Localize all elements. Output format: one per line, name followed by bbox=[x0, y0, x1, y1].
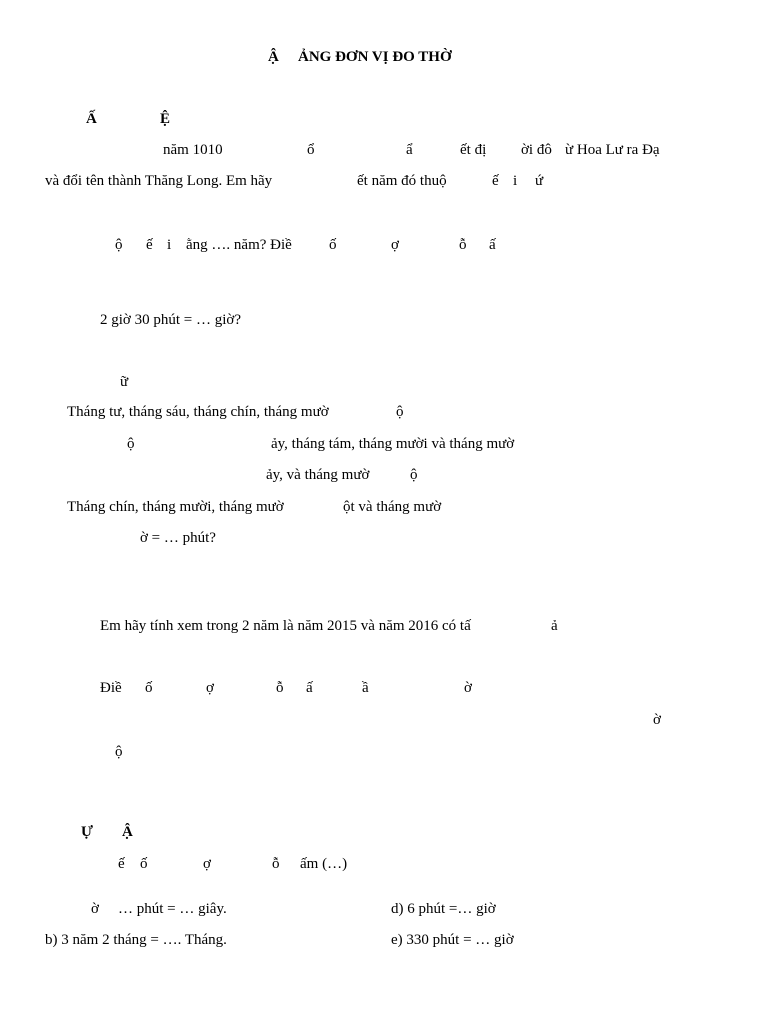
q7-frag: Điề bbox=[100, 680, 122, 696]
q7-frag: ờ bbox=[464, 680, 472, 696]
q3-line: 2 giờ 30 phút = … giờ? bbox=[100, 312, 241, 328]
q4-option-d-frag: ột và tháng mườ bbox=[343, 499, 442, 515]
q7-frag: ấ bbox=[306, 680, 313, 696]
q4-option-c: ảy, và tháng mườ bbox=[266, 467, 370, 483]
q4-option-b-frag: ộ bbox=[127, 436, 135, 452]
q7-line2: ờ bbox=[653, 712, 661, 728]
q1-line2-frag: ế bbox=[492, 173, 499, 189]
q1-line2-frag: i bbox=[513, 173, 518, 189]
ex1-instruction-frag: ế bbox=[118, 856, 125, 872]
q6-frag: ả bbox=[551, 618, 558, 634]
q1-line1-frag: năm 1010 bbox=[163, 142, 223, 158]
q4-option-c-frag: ộ bbox=[410, 467, 418, 483]
ex1-item-b: b) 3 năm 2 tháng = …. Tháng. bbox=[45, 932, 227, 948]
q4-option-a-frag: ộ bbox=[396, 404, 404, 420]
q7-frag: ố bbox=[145, 680, 153, 696]
q7-line3: ộ bbox=[115, 744, 123, 760]
section1-heading-part2: Ệ bbox=[160, 111, 171, 127]
ex1-instruction-frag: ỗ bbox=[272, 856, 280, 872]
q7-frag: ỗ bbox=[276, 680, 284, 696]
q2-frag: ấ bbox=[489, 237, 496, 253]
ex1-instruction-frag: ấm (…) bbox=[300, 856, 348, 872]
q4-option-d: Tháng chín, tháng mười, tháng mườ bbox=[67, 499, 284, 515]
q2-frag: ằng …. năm? Điề bbox=[186, 237, 292, 253]
q1-line2-frag: ết năm đó thuộ bbox=[357, 173, 447, 189]
q2-frag: ế bbox=[146, 237, 153, 253]
title-text: ẢNG ĐƠN VỊ ĐO THỜ bbox=[298, 49, 452, 65]
q1-line1-frag: ời đô bbox=[521, 142, 552, 158]
q4-option-b: ảy, tháng tám, tháng mười và tháng mườ bbox=[271, 436, 515, 452]
q2-frag: i bbox=[167, 237, 172, 253]
q2-frag: ố bbox=[329, 237, 337, 253]
q4-header: ữ bbox=[120, 374, 129, 390]
q4-option-a: Tháng tư, tháng sáu, tháng chín, tháng mườ bbox=[67, 404, 329, 420]
section2-heading-part2: Ậ bbox=[122, 824, 133, 840]
q7-frag: ợ bbox=[206, 680, 214, 696]
q1-line2-frag: và đổi tên thành Thăng Long. Em hãy bbox=[45, 173, 273, 189]
section2-heading-part1: Ự bbox=[81, 824, 93, 840]
ex1-item-d: d) 6 phút =… giờ bbox=[391, 901, 496, 917]
q6-line: Em hãy tính xem trong 2 năm là năm 2015 và năm 2016 có tấ bbox=[100, 618, 471, 634]
q1-line1-frag: ổ bbox=[307, 142, 315, 158]
ex1-instruction-frag: ợ bbox=[203, 856, 211, 872]
ex1-item-a: … phút = … giây. bbox=[118, 901, 227, 917]
q2-frag: ỗ bbox=[459, 237, 467, 253]
q1-line1-frag: ết đị bbox=[460, 142, 487, 158]
section1-heading-part1: Ấ bbox=[86, 111, 97, 127]
ex1-instruction-frag: ố bbox=[140, 856, 148, 872]
q1-line2-frag: ứ bbox=[535, 173, 544, 189]
q2-frag: ộ bbox=[115, 237, 123, 253]
q7-frag: ầ bbox=[362, 680, 369, 696]
title-fragment: Ậ bbox=[268, 49, 279, 65]
ex1-item-a-frag: ờ bbox=[91, 901, 99, 917]
q1-line1-frag: ừ Hoa Lư ra Đạ bbox=[565, 142, 660, 158]
q1-line1-frag: ẩ bbox=[406, 142, 413, 158]
ex1-item-e: e) 330 phút = … giờ bbox=[391, 932, 514, 948]
q2-frag: ợ bbox=[391, 237, 399, 253]
q5-line: ờ = … phút? bbox=[140, 530, 216, 546]
